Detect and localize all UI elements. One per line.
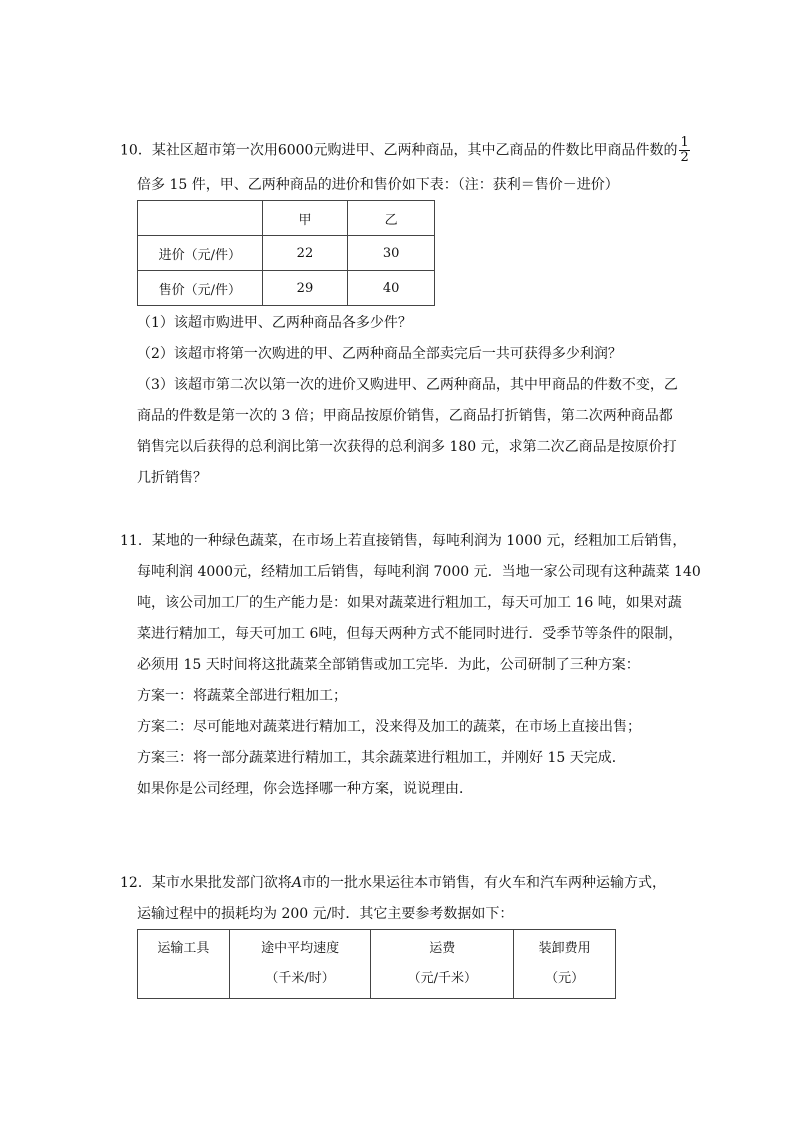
table-header-cell xyxy=(371,930,514,999)
q11-line-5: 必须用 15 天时间将这批蔬菜全部销售或加工完毕．为此，公司研制了三种方案： xyxy=(137,657,640,673)
header-line: （千米/时） xyxy=(265,971,335,986)
header-line: 运输工具 xyxy=(157,941,210,956)
table-header-row xyxy=(138,201,435,236)
q12-line-2: 运输过程中的损耗均为 200 元/时．其它主要参考数据如下： xyxy=(137,906,514,922)
q10-sub-1: （1）该超市购进甲、乙两种商品各多少件？ xyxy=(137,315,412,331)
q12-line-1 xyxy=(120,873,666,893)
q11-plan-3: 方案三：将一部分蔬菜进行精加工，其余蔬菜进行粗加工，并刚好 15 天完成． xyxy=(137,750,626,766)
q10-line-1 xyxy=(120,136,690,165)
table-cell: 22 xyxy=(262,236,348,271)
fraction-denominator: 2 xyxy=(680,150,689,165)
q12-text-post: 市的一批水果运往本市销售，有火车和汽车两种运输方式， xyxy=(301,875,666,891)
table-cell: 29 xyxy=(262,271,348,306)
q11-line-3: 吨，该公司加工厂的生产能力是：如果对蔬菜进行粗加工，每天可加工 16 吨，如果对蔬 xyxy=(137,595,682,611)
table-cell: 进价（元/件） xyxy=(138,236,263,271)
header-line: （元/千米） xyxy=(407,971,477,986)
q10-text-1: 10．某社区超市第一次用6000元购进甲、乙两种商品，其中乙商品的件数比甲商品件数的 xyxy=(120,142,678,159)
q12-transport-table xyxy=(137,929,616,999)
q10-fraction xyxy=(679,136,689,165)
table-header-cell xyxy=(514,930,616,999)
q10-sub-3-line-1: （3）该超市第二次以第一次的进价又购进甲、乙两种商品，其中甲商品的件数不变，乙 xyxy=(137,377,678,393)
q11-question: 如果你是公司经理，你会选择哪一种方案，说说理由． xyxy=(137,781,473,797)
header-line: 途中平均速度 xyxy=(261,941,340,956)
table-header-cell xyxy=(138,930,230,999)
q10-sub-3-line-4: 几折销售？ xyxy=(137,470,207,486)
q12-text-pre: 12．某市水果批发部门欲将 xyxy=(120,875,292,891)
header-line: 装卸费用 xyxy=(538,941,591,956)
q11-plan-1: 方案一：将蔬菜全部进行粗加工； xyxy=(137,688,347,704)
header-line: （元） xyxy=(545,971,585,986)
table-row xyxy=(138,271,435,306)
table-header-cell xyxy=(229,930,371,999)
table-header-cell xyxy=(138,201,263,236)
q11-line-2: 每吨利润 4000元，经精加工后销售，每吨利润 7000 元．当地一家公司现有这种蔬菜 140 xyxy=(137,564,701,580)
q10-sub-2: （2）该超市将第一次购进的甲、乙两种商品全部卖完后一共可获得多少利润？ xyxy=(137,346,622,362)
q11-line-1: 11．某地的一种绿色蔬菜，在市场上若直接销售，每吨利润为 1000 元，经粗加工后销售， xyxy=(120,533,687,549)
table-cell: 40 xyxy=(348,271,435,306)
q10-sub-3-line-3: 销售完以后获得的总利润比第一次获得的总利润多 180 元，求第二次乙商品是按原价打 xyxy=(137,439,677,455)
q10-price-table xyxy=(137,200,435,306)
table-cell: 售价（元/件） xyxy=(138,271,263,306)
header-line: 运费 xyxy=(429,941,456,956)
q11-line-4: 菜进行精加工，每天可加工 6吨，但每天两种方式不能同时进行．受季节等条件的限制， xyxy=(137,626,683,642)
q11-plan-2: 方案二：尽可能地对蔬菜进行精加工，没来得及加工的蔬菜，在市场上直接出售； xyxy=(137,719,641,735)
table-row xyxy=(138,236,435,271)
q12-variable-a: A xyxy=(291,875,302,891)
q10-sub-3-line-2: 商品的件数是第一次的 3 倍；甲商品按原价销售，乙商品打折销售，第二次两种商品都 xyxy=(137,408,673,424)
fraction-numerator: 1 xyxy=(680,135,689,150)
table-header-cell: 乙 xyxy=(348,201,435,236)
table-header-row xyxy=(138,930,616,999)
table-header-cell: 甲 xyxy=(262,201,348,236)
table-cell: 30 xyxy=(348,236,435,271)
q10-line-2: 倍多 15 件，甲、乙两种商品的进价和售价如下表：（注：获利＝售价－进价） xyxy=(137,177,619,193)
